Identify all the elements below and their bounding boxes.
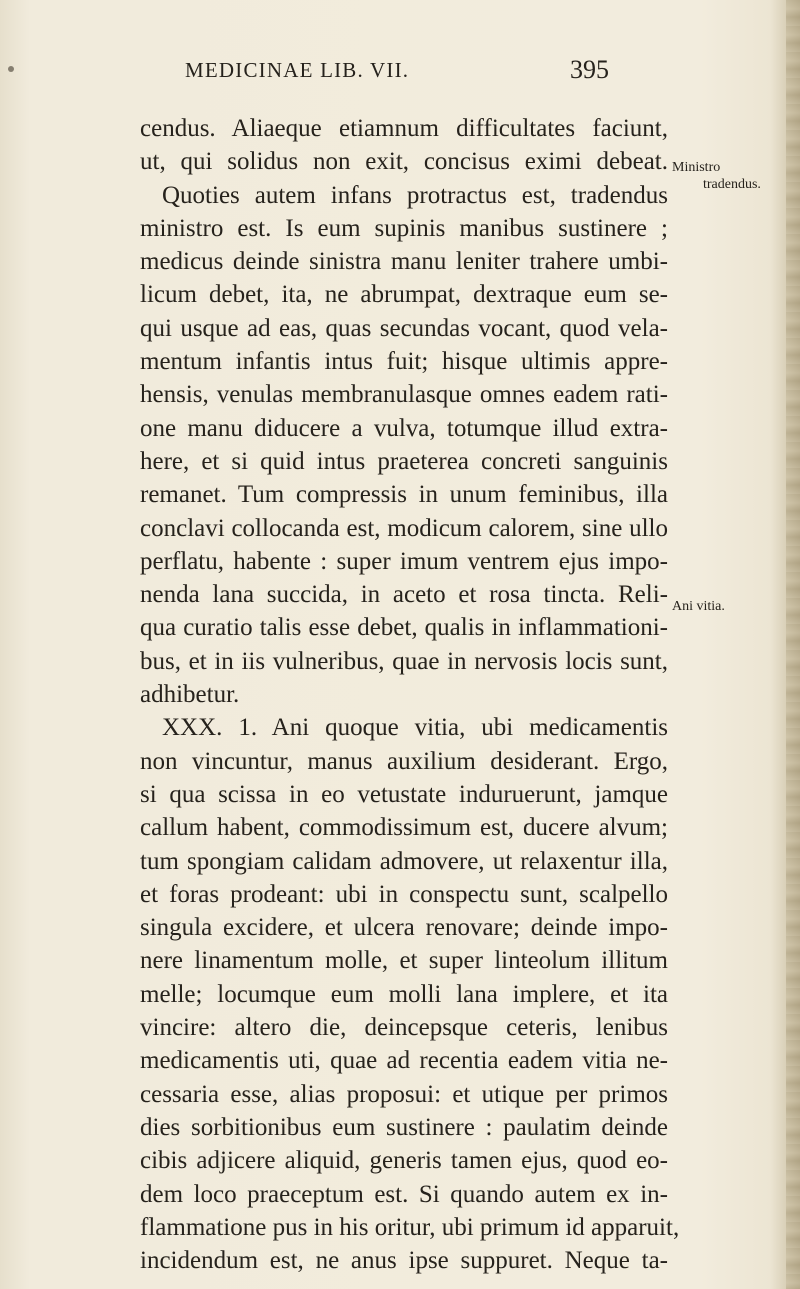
- marginal-note-line: Ministro: [672, 160, 721, 175]
- text-line: dies sorbitionibus eum sustinere : paulatim deinde: [140, 1113, 668, 1141]
- marginal-note-ministro: [672, 159, 761, 193]
- text-line: hensis, venulas membranulasque omnes eadem rati-: [140, 381, 668, 409]
- text-line: melle; locumque eum molli lana implere, et ita: [140, 980, 668, 1008]
- page-number: 395: [570, 55, 609, 84]
- text-line: callum habent, commodissimum est, ducere alvum;: [140, 814, 668, 842]
- text-line: ministro est. Is eum supinis manibus sustinere ;: [140, 214, 668, 242]
- text-line: dem loco praeceptum est. Si quando autem ex in-: [140, 1180, 668, 1208]
- text-line: cessaria esse, alias proposui: et utique per primos: [140, 1080, 668, 1108]
- body-text: [140, 112, 680, 1277]
- text-line: adhibetur.: [140, 681, 240, 709]
- text-line: licum debet, ita, ne abrumpat, dextraque eum se-: [140, 281, 668, 309]
- section-heading-line: XXX. 1. Ani quoque vitia, ubi medicamentis: [162, 714, 668, 742]
- text-line: qui usque ad eas, quas secundas vocant, quod vela-: [140, 314, 668, 342]
- text-line: singula excidere, et ulcera renovare; deinde impo-: [140, 914, 668, 942]
- text-line: vincire: altero die, deincepsque ceteris, lenibus: [140, 1014, 668, 1042]
- text-line: nere linamentum molle, et super linteolum illitum: [140, 947, 668, 975]
- text-line: here, et si quid intus praeterea concreti sanguinis: [140, 447, 668, 475]
- text-line: non vincuntur, manus auxilium desiderant. Ergo,: [140, 747, 668, 775]
- text-line: conclavi collocanda est, modicum calorem, sine ullo: [140, 514, 668, 542]
- text-line: et foras prodeant: ubi in conspectu sunt, scalpello: [140, 880, 668, 908]
- text-line: one manu diducere a vulva, totumque illud extra-: [140, 414, 668, 442]
- binding-edge: [786, 0, 800, 1289]
- text-line: mentum infantis intus fuit; hisque ultimis appre-: [140, 348, 668, 376]
- text-line: medicamentis uti, quae ad recentia eadem vitia ne-: [140, 1047, 668, 1075]
- running-title: MEDICINAE LIB. VII.: [185, 58, 410, 82]
- text-line: Quoties autem infans protractus est, tradendus: [162, 181, 668, 209]
- text-line: tum spongiam calidam admovere, ut relaxentur illa,: [140, 847, 668, 875]
- text-line: medicus deinde sinistra manu leniter trahere umbi-: [140, 248, 668, 276]
- page-header: [0, 55, 800, 90]
- marginal-note-line: tradendus.: [703, 177, 761, 192]
- text-line: qua curatio talis esse debet, qualis in inflammationi-: [140, 614, 668, 642]
- text-line: si qua scissa in eo vetustate induruerunt, jamque: [140, 780, 668, 808]
- text-line: cendus. Aliaeque etiamnum difficultates faciunt,: [140, 115, 668, 142]
- text-line: remanet. Tum compressis in unum feminibus, illa: [140, 481, 668, 509]
- text-line: cibis adjicere aliquid, generis tamen ejus, quod eo-: [140, 1147, 668, 1175]
- text-line: incidendum est, ne anus ipse suppuret. Neque ta-: [140, 1247, 668, 1275]
- text-line: flammatione pus in his oritur, ubi primum id apparuit,: [140, 1213, 680, 1241]
- text-line: bus, et in iis vulneribus, quae in nervosis locis sunt,: [140, 647, 668, 675]
- text-line: ut, qui solidus non exit, concisus eximi debeat.: [140, 148, 668, 176]
- marginal-note-ani-vitia: Ani vitia.: [672, 599, 725, 614]
- text-line: perflatu, habente : super imum ventrem ejus impo-: [140, 547, 668, 575]
- text-line: nenda lana succida, in aceto et rosa tincta. Reli-: [140, 581, 668, 609]
